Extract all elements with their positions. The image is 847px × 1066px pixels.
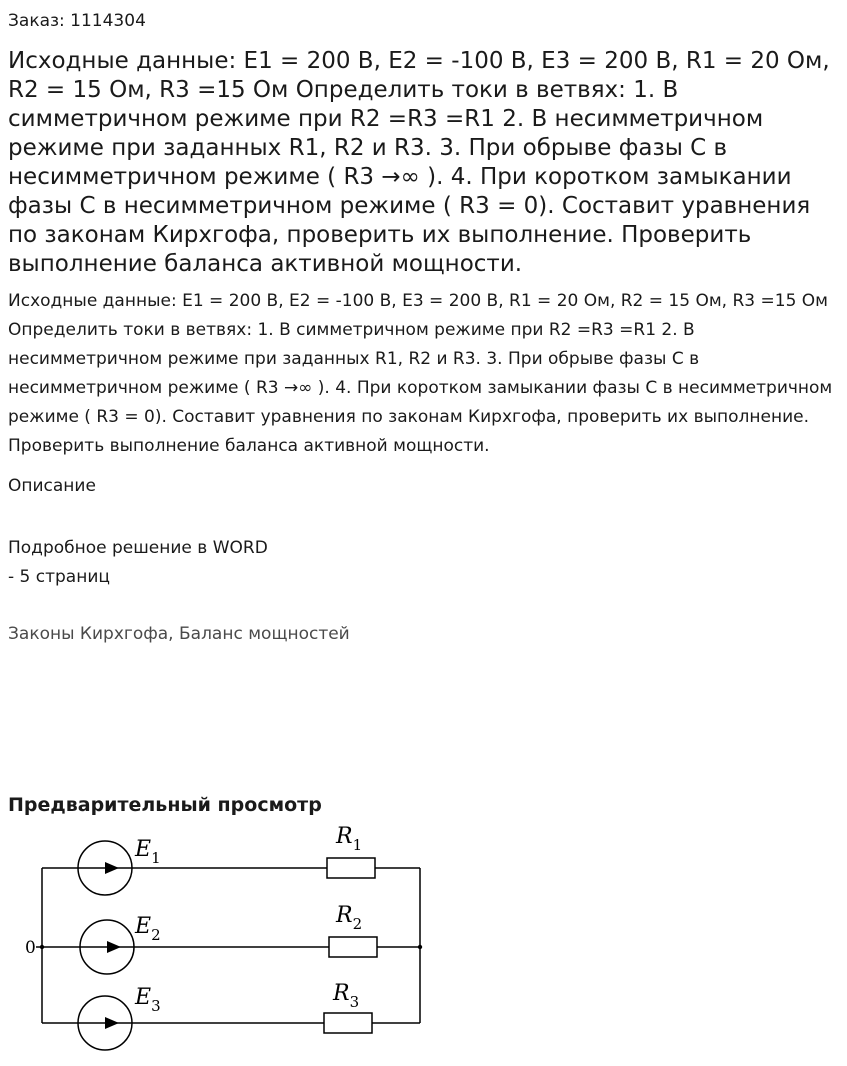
- preview-heading: Предварительный просмотр: [8, 794, 322, 816]
- source-e3-label: $E_3$: [135, 985, 161, 1015]
- resistor-r3-label: $R_3$: [333, 981, 360, 1011]
- order-title: Исходные данные: E1 = 200 В, E2 = -100 В, E3 = 200 В, R1 = 20 Ом, R2 = 15 Ом, R3 =15 Ом Определить токи в ветвях: 1. В симметричном режиме при R2 =R3 =R1 2. В несимметричном режиме при заданных R1, R2 и R3. 3. При обрыве фазы С в несимметричном режиме ( R3 →∞ ). 4. При коротком замыкании фазы С в несимметричном режиме ( R3 = 0). Составит уравнения по законам Кирхгофа, проверить их выполнение. Проверить выполнение баланса активной мощности.: [8, 48, 830, 277]
- description-label: Описание: [8, 476, 96, 496]
- resistor-r2-label: $R_2$: [336, 903, 363, 933]
- topic-tags: Законы Кирхгофа, Баланс мощностей: [8, 624, 350, 644]
- resistor-r2-symbol: [329, 937, 377, 957]
- source-e1-arrow-icon: [105, 862, 119, 874]
- resistor-r3-symbol: [324, 1013, 372, 1033]
- circuit-diagram: [22, 822, 442, 1054]
- description-format: Подробное решение в WORD: [8, 538, 268, 558]
- resistor-r1-label: $R_1$: [336, 824, 363, 854]
- node-0-label: 0: [25, 938, 36, 958]
- resistor-r1-symbol: [327, 858, 375, 878]
- source-e1-label: $E_1$: [135, 837, 161, 867]
- order-description-text: Исходные данные: E1 = 200 В, E2 = -100 В, E3 = 200 В, R1 = 20 Ом, R2 = 15 Ом, R3 =15 Ом Определить токи в ветвях: 1. В симметричном режиме при R2 =R3 =R1 2. В несимметричном режиме при заданных R1, R2 и R3. 3. При обрыве фазы С в несимметричном режиме ( R3 →∞ ). 4. При коротком замыкании фазы С в несимметричном режиме ( R3 = 0). Составит уравнения по законам Кирхгофа, проверить их выполнение. Проверить выполнение баланса активной мощности.: [8, 291, 833, 456]
- order-number: Заказ: 1114304: [8, 11, 146, 31]
- left-junction-dot: [40, 945, 44, 949]
- right-junction-dot: [418, 945, 422, 949]
- source-e2-label: $E_2$: [135, 914, 161, 944]
- description-pages: - 5 страниц: [8, 567, 110, 587]
- source-e3-arrow-icon: [105, 1017, 119, 1029]
- source-e2-arrow-icon: [107, 941, 121, 953]
